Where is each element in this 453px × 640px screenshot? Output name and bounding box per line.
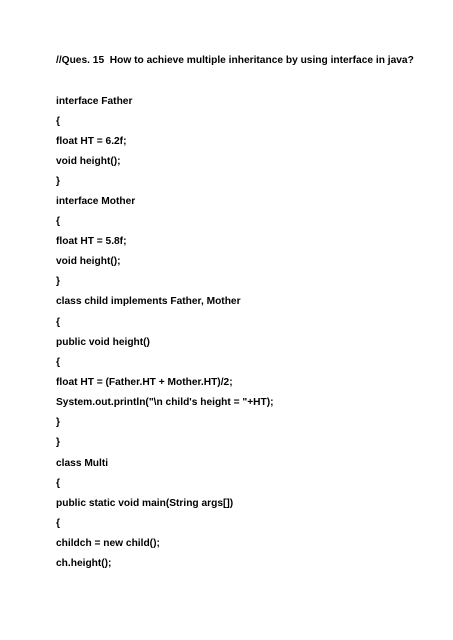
code-line: interface Father bbox=[56, 96, 133, 107]
code-line: } bbox=[56, 276, 60, 287]
code-line: } bbox=[56, 417, 60, 428]
code-line: void height(); bbox=[56, 156, 121, 167]
code-line: ch.height(); bbox=[56, 558, 112, 569]
code-line: public void height() bbox=[56, 337, 150, 348]
code-line: class Multi bbox=[56, 458, 109, 469]
code-line: System.out.println("\n child's height = "+HT); bbox=[56, 397, 274, 408]
code-line: { bbox=[56, 317, 60, 328]
question-heading: //Ques. 15 How to achieve multiple inheritance by using interface in java? bbox=[56, 55, 414, 66]
code-line: { bbox=[56, 478, 60, 489]
code-line: float HT = (Father.HT + Mother.HT)/2; bbox=[56, 377, 233, 388]
code-line: void height(); bbox=[56, 256, 121, 267]
code-line: { bbox=[56, 216, 60, 227]
code-line: { bbox=[56, 116, 60, 127]
code-line: interface Mother bbox=[56, 196, 136, 207]
code-line: public static void main(String args[]) bbox=[56, 498, 234, 509]
code-line: { bbox=[56, 357, 60, 368]
code-line: class child implements Father, Mother bbox=[56, 296, 241, 307]
code-line: childch = new child(); bbox=[56, 538, 160, 549]
code-line: float HT = 5.8f; bbox=[56, 236, 127, 247]
code-line: } bbox=[56, 437, 60, 448]
code-line: } bbox=[56, 176, 60, 187]
code-line: { bbox=[56, 518, 60, 529]
code-line: float HT = 6.2f; bbox=[56, 136, 127, 147]
